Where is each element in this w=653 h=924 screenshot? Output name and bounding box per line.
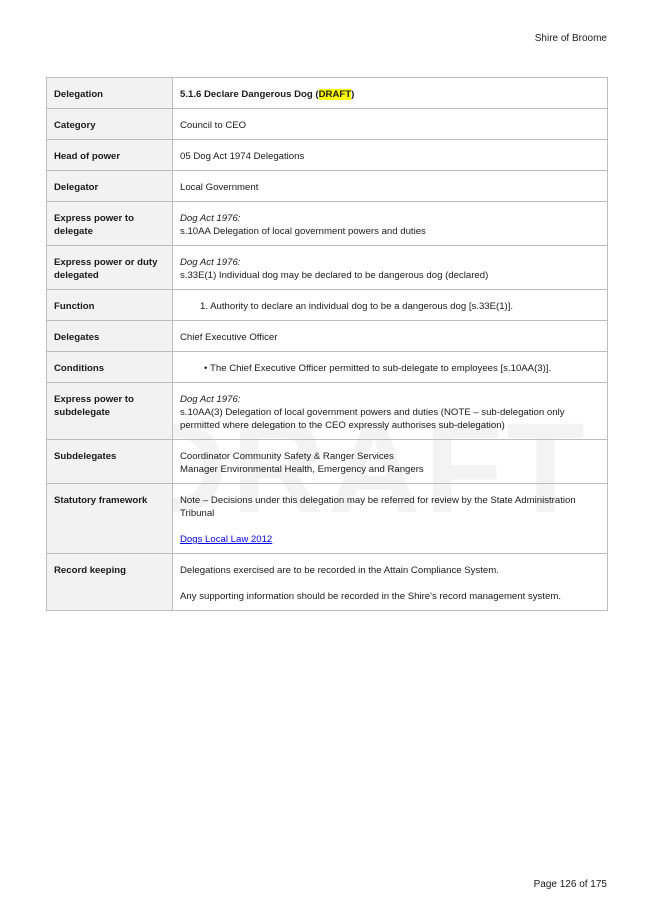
row-label: Statutory framework bbox=[47, 484, 173, 554]
delegation-table bbox=[46, 77, 608, 611]
section-text: s.10AA Delegation of local government powers and duties bbox=[180, 226, 426, 237]
record-keeping-value bbox=[173, 554, 608, 611]
subdelegate-line: Manager Environmental Health, Emergency and Rangers bbox=[180, 464, 424, 475]
section-text: s.33E(1) Individual dog may be declared to be dangerous dog (declared) bbox=[180, 270, 489, 281]
act-name: Dog Act 1976: bbox=[180, 394, 241, 405]
head-of-power-value: 05 Dog Act 1974 Delegations bbox=[173, 140, 608, 171]
statutory-framework-value bbox=[173, 484, 608, 554]
express-power-to-subdelegate-value bbox=[173, 383, 608, 440]
bullet-item bbox=[180, 362, 600, 375]
express-power-to-delegate-value bbox=[173, 202, 608, 246]
row-label: Delegates bbox=[47, 321, 173, 352]
subdelegate-line: Coordinator Community Safety & Ranger Services bbox=[180, 451, 394, 462]
table-row-delegator bbox=[47, 171, 608, 202]
page-number: Page 126 of 175 bbox=[533, 879, 607, 890]
table-row-express-power-to-subdelegate bbox=[47, 383, 608, 440]
table-row-statutory-framework bbox=[47, 484, 608, 554]
conditions-value bbox=[173, 352, 608, 383]
category-value: Council to CEO bbox=[173, 109, 608, 140]
row-label: Delegation bbox=[47, 78, 173, 109]
table-row-category bbox=[47, 109, 608, 140]
act-name: Dog Act 1976: bbox=[180, 213, 241, 224]
table-row-delegates bbox=[47, 321, 608, 352]
row-label: Express power or duty delegated bbox=[47, 246, 173, 290]
title-suffix: ) bbox=[351, 89, 355, 100]
delegator-value: Local Government bbox=[173, 171, 608, 202]
section-text: s.10AA(3) Delegation of local government powers and duties (NOTE – sub-delegation only permitted where delegation to the CEO expressly authorises sub-delegation) bbox=[180, 407, 565, 431]
row-label: Category bbox=[47, 109, 173, 140]
table-row-delegation bbox=[47, 78, 608, 109]
row-label: Express power to subdelegate bbox=[47, 383, 173, 440]
express-power-delegated-value bbox=[173, 246, 608, 290]
delegation-title bbox=[173, 78, 608, 109]
table-row-head-of-power bbox=[47, 140, 608, 171]
table-row-function bbox=[47, 290, 608, 321]
table-row-express-power-delegated bbox=[47, 246, 608, 290]
record-line: Any supporting information should be recorded in the Shire's record management system. bbox=[180, 591, 561, 602]
note-text: Note – Decisions under this delegation may be referred for review by the State Administration Tribunal bbox=[180, 495, 576, 519]
act-name: Dog Act 1976: bbox=[180, 257, 241, 268]
header-organisation: Shire of Broome bbox=[534, 33, 607, 44]
row-label: Conditions bbox=[47, 352, 173, 383]
row-label: Function bbox=[47, 290, 173, 321]
subdelegates-value bbox=[173, 440, 608, 484]
row-label: Delegator bbox=[47, 171, 173, 202]
delegates-value: Chief Executive Officer bbox=[173, 321, 608, 352]
function-value bbox=[173, 290, 608, 321]
row-label: Express power to delegate bbox=[47, 202, 173, 246]
table-row-record-keeping bbox=[47, 554, 608, 611]
dogs-local-law-link[interactable]: Dogs Local Law 2012 bbox=[180, 534, 273, 545]
record-line: Delegations exercised are to be recorded in the Attain Compliance System. bbox=[180, 565, 499, 576]
table-row-express-power-to-delegate bbox=[47, 202, 608, 246]
row-label: Head of power bbox=[47, 140, 173, 171]
table-row-subdelegates bbox=[47, 440, 608, 484]
row-label: Subdelegates bbox=[47, 440, 173, 484]
title-text: 5.1.6 Declare Dangerous Dog ( bbox=[180, 89, 319, 100]
row-label: Record keeping bbox=[47, 554, 173, 611]
bullet-text: The Chief Executive Officer permitted to sub-delegate to employees [s.10AA(3)]. bbox=[210, 363, 552, 374]
table-row-conditions bbox=[47, 352, 608, 383]
draft-highlight: DRAFT bbox=[318, 89, 352, 100]
numbered-item: 1. Authority to declare an individual dog to be a dangerous dog [s.33E(1)]. bbox=[200, 301, 514, 312]
bullet-icon: • bbox=[204, 363, 211, 374]
